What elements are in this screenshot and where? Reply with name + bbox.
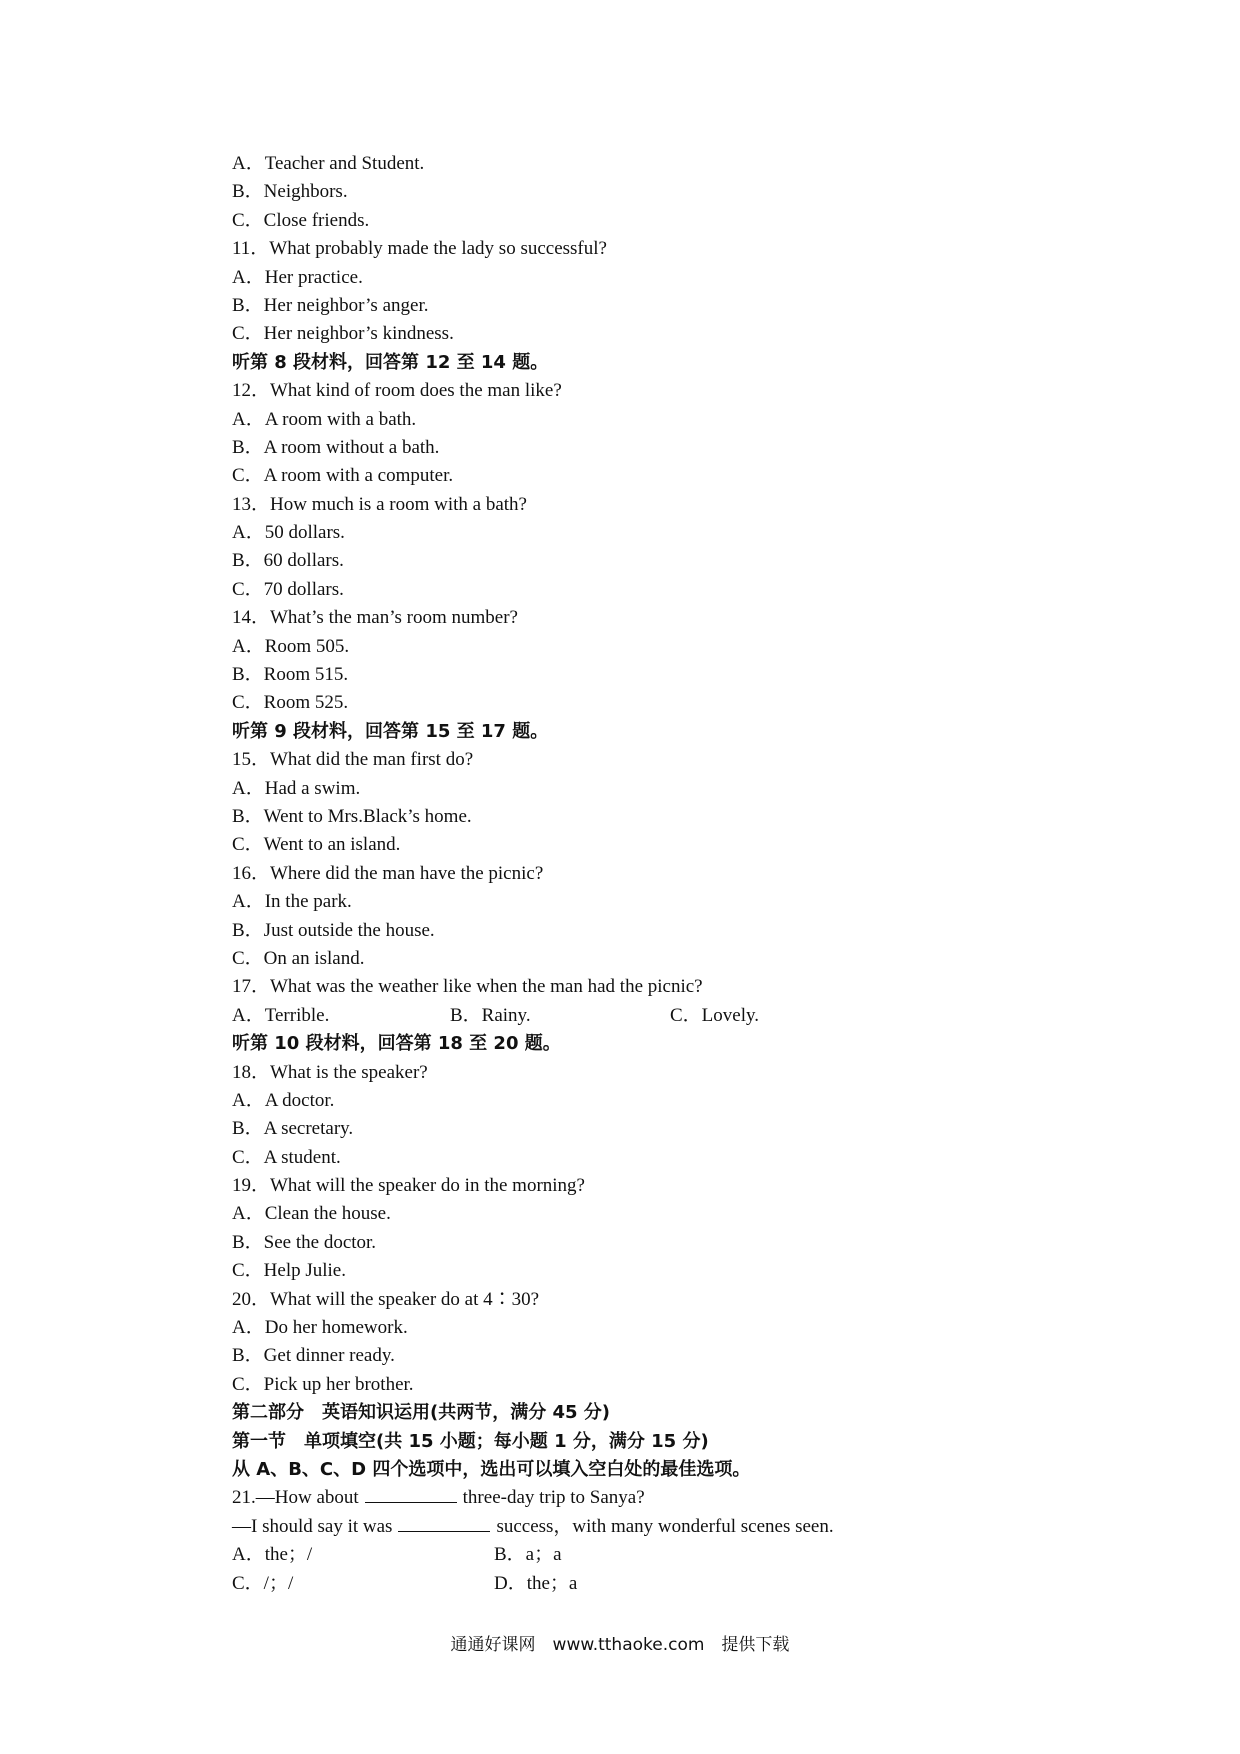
text-line: B．See the doctor. [232, 1231, 377, 1253]
q21-text-1b: three-day trip to Sanya? [462, 1487, 645, 1509]
text-line: C．Her neighbor’s kindness. [232, 323, 454, 345]
text-line: 听第 8 段材料，回答第 12 至 14 题。 [232, 351, 549, 373]
q17-option-b: B．Rainy. [450, 1004, 531, 1026]
q21-option-a: A．the；/ [232, 1544, 313, 1566]
text-line: 20．What will the speaker do at 4∶30? [232, 1288, 540, 1310]
q17-option-c: C．Lovely. [670, 1004, 760, 1026]
q21-option-c: C．/；/ [232, 1572, 294, 1594]
text-line: B．Her neighbor’s anger. [232, 294, 429, 316]
text-line: 听第 9 段材料，回答第 15 至 17 题。 [232, 720, 549, 742]
text-line: A．Teacher and Student. [232, 153, 425, 174]
text-line: C．On an island. [232, 947, 365, 969]
q17-options-row [232, 1002, 1052, 1030]
text-line: B．A room without a bath. [232, 436, 440, 458]
text-line: A．Room 505. [232, 635, 350, 657]
text-line: A．Do her homework. [232, 1317, 408, 1339]
text-line: A．In the park. [232, 891, 352, 913]
text-line: 从 A、B、C、D 四个选项中，选出可以填入空白处的最佳选项。 [232, 1458, 751, 1480]
q17-option-a: A．Terrible. [232, 1004, 330, 1026]
text-line: A．Had a swim. [232, 777, 361, 799]
text-line: 第二部分 英语知识运用(共两节，满分 45 分) [232, 1402, 611, 1424]
text-line: C．Went to an island. [232, 834, 401, 856]
text-line: 11．What probably made the lady so successful? [232, 238, 607, 260]
text-line: 19．What will the speaker do in the morning? [232, 1175, 585, 1197]
text-line: B．Went to Mrs.Black’s home. [232, 805, 472, 827]
q21-option-d: D．the；a [494, 1572, 578, 1594]
text-line: B．A secretary. [232, 1118, 354, 1140]
text-line: 18．What is the speaker? [232, 1061, 428, 1083]
text-line: 听第 10 段材料，回答第 18 至 20 题。 [232, 1033, 561, 1055]
q21-line-1 [232, 1484, 1052, 1512]
text-line: B．Get dinner ready. [232, 1345, 395, 1367]
text-line: 17．What was the weather like when the man had the picnic? [232, 976, 703, 998]
text-line: B．60 dollars. [232, 550, 344, 572]
text-line: B．Room 515. [232, 664, 349, 686]
q21-text-2a: —I should say it was [232, 1515, 393, 1537]
q21-options-row-2 [232, 1570, 1052, 1598]
text-line: 12．What kind of room does the man like? [232, 380, 562, 402]
text-line: C．Help Julie. [232, 1260, 346, 1282]
text-line: B．Neighbors. [232, 181, 348, 203]
text-line: C．Room 525. [232, 692, 349, 714]
q21-line-2 [232, 1513, 1052, 1541]
q21-text-2b: success，with many wonderful scenes seen. [496, 1515, 834, 1537]
text-line: A．Her practice. [232, 266, 363, 288]
text-line: A．Clean the house. [232, 1203, 391, 1225]
question-block-2 [232, 1030, 1052, 1484]
text-line: C．A student. [232, 1146, 341, 1168]
question-block-1 [232, 150, 1052, 1002]
text-line: 13．How much is a room with a bath? [232, 493, 527, 515]
text-line: C．70 dollars. [232, 578, 344, 600]
text-line: C．Close friends. [232, 209, 370, 231]
text-line: A．A room with a bath. [232, 408, 417, 430]
text-line: 14．What’s the man’s room number? [232, 607, 518, 629]
text-line: 16．Where did the man have the picnic? [232, 862, 544, 884]
text-line: C．A room with a computer. [232, 465, 454, 487]
text-line: 15．What did the man first do? [232, 749, 474, 771]
answer-blank [365, 1484, 457, 1503]
text-line: A．A doctor. [232, 1089, 335, 1111]
q21-option-b: B．a；a [494, 1544, 562, 1566]
text-line: C．Pick up her brother. [232, 1373, 414, 1395]
text-line: A．50 dollars. [232, 522, 345, 544]
q21-text-1a: 21.—How about [232, 1487, 359, 1509]
answer-blank [398, 1513, 490, 1532]
q21-options-row-1 [232, 1541, 1052, 1569]
exam-page [232, 150, 1052, 1598]
page-footer: 通通好课网 www.tthaoke.com 提供下载 [450, 1635, 790, 1655]
text-line: 第一节 单项填空(共 15 小题；每小题 1 分，满分 15 分) [232, 1430, 709, 1452]
text-line: B．Just outside the house. [232, 919, 435, 941]
